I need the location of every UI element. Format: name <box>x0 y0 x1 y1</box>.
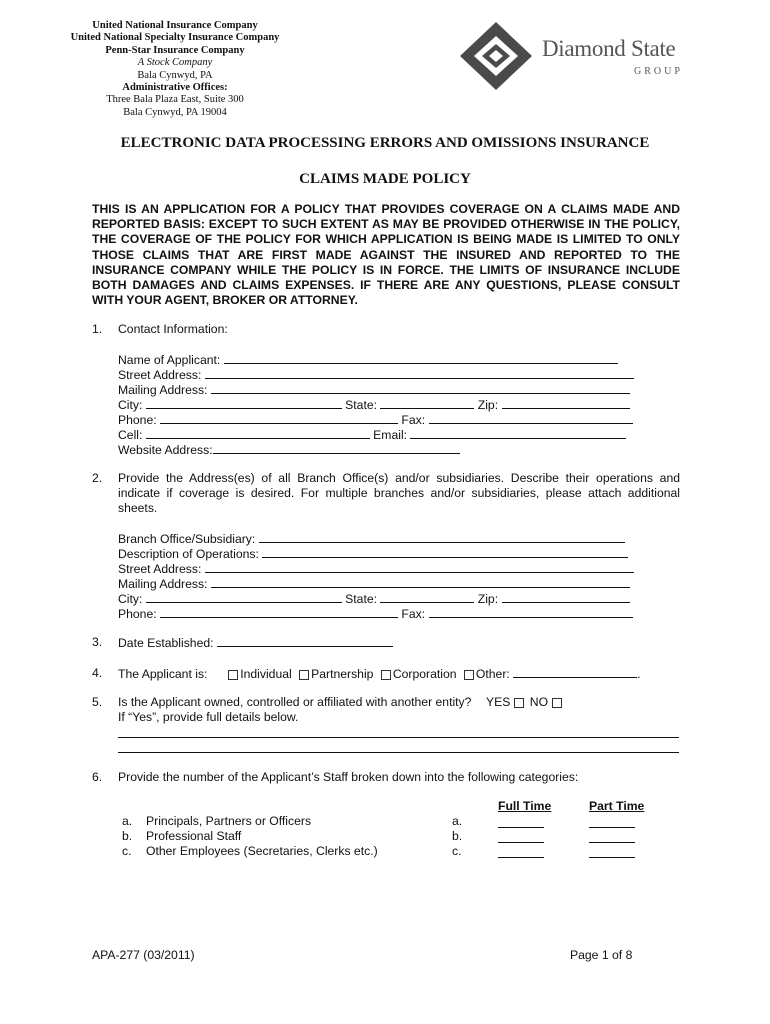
operations-label: Description of Operations: <box>118 547 259 561</box>
section-2-text: Provide the Address(es) of all Branch Office(s) and/or subsidiaries. Describe their operations and indicate if coverage is desired. For multiple branches and/or subsidiaries, please attach additional sheets. <box>118 471 680 516</box>
no-checkbox[interactable] <box>552 698 562 708</box>
branch-street-field[interactable] <box>205 561 634 573</box>
individual-label: Individual <box>240 667 292 681</box>
fax-field[interactable] <box>429 412 633 424</box>
logo-group: GROUP <box>634 66 683 77</box>
state-field[interactable] <box>380 397 474 409</box>
company-name-3: Penn-Star Insurance Company <box>105 44 245 56</box>
state-label: State: <box>345 398 377 412</box>
section-2-number: 2. <box>92 471 103 485</box>
diamond-logo-icon <box>458 20 538 92</box>
section-5-number: 5. <box>92 695 103 709</box>
phone-field[interactable] <box>160 412 398 424</box>
other-checkbox[interactable] <box>464 670 474 680</box>
branch-city-field[interactable] <box>146 591 342 603</box>
full-time-field-a[interactable] <box>498 815 544 828</box>
staff-row-mark: b. <box>452 829 463 843</box>
website-label: Website Address: <box>118 443 213 457</box>
date-established-label: Date Established: <box>118 636 214 650</box>
website-field[interactable] <box>213 442 460 454</box>
city-state-zip-row <box>118 397 630 412</box>
branch-state-label: State: <box>345 592 377 606</box>
office-address: Three Bala Plaza East, Suite 300 <box>106 94 244 106</box>
section-1-number: 1. <box>92 322 103 336</box>
branch-city-row <box>118 591 630 606</box>
yes-checkbox[interactable] <box>514 698 524 708</box>
company-name-1: United National Insurance Company <box>92 20 258 31</box>
branch-zip-label: Zip: <box>477 592 499 606</box>
partnership-label: Partnership <box>311 667 374 681</box>
logo-name: Diamond State <box>542 36 676 61</box>
other-end: . <box>637 667 641 681</box>
branch-label: Branch Office/Subsidiary: <box>118 532 256 546</box>
applicant-name-label: Name of Applicant: <box>118 353 221 367</box>
operations-field[interactable] <box>262 546 628 558</box>
yes-label: YES <box>486 695 511 709</box>
details-line-1[interactable] <box>118 737 679 738</box>
section-4-number: 4. <box>92 666 103 680</box>
document-title: ELECTRONIC DATA PROCESSING ERRORS AND OMISSIONS INSURANCE <box>120 135 650 151</box>
branch-street-row <box>118 561 634 576</box>
diamond-state-logo <box>458 20 688 92</box>
no-label: NO <box>529 695 549 709</box>
company-header <box>70 20 280 119</box>
full-time-field-c[interactable] <box>498 845 544 858</box>
street-address-label: Street Address: <box>118 368 202 382</box>
individual-checkbox[interactable] <box>228 670 238 680</box>
staff-row-mark: c. <box>452 844 462 858</box>
city-label: City: <box>118 398 143 412</box>
email-field[interactable] <box>410 427 626 439</box>
cell-email-row <box>118 427 626 442</box>
branch-phone-field[interactable] <box>160 606 398 618</box>
partnership-checkbox[interactable] <box>299 670 309 680</box>
city-line-1: Bala Cynwyd, PA <box>137 69 213 81</box>
staff-row-label: Principals, Partners or Officers <box>146 814 312 828</box>
applicant-name-row <box>118 352 618 367</box>
full-time-field-b[interactable] <box>498 830 544 843</box>
corporation-checkbox[interactable] <box>381 670 391 680</box>
date-established-row <box>118 635 393 650</box>
branch-phone-row <box>118 606 633 621</box>
staff-row-label: Other Employees (Secretaries, Clerks etc.) <box>146 844 378 858</box>
phone-label: Phone: <box>118 413 157 427</box>
section-1-heading: Contact Information: <box>118 322 228 336</box>
other-label: Other: <box>475 667 510 681</box>
staff-row-letter: a. <box>122 814 133 828</box>
street-address-field[interactable] <box>205 367 634 379</box>
intro-notice: THIS IS AN APPLICATION FOR A POLICY THAT PROVIDES COVERAGE ON A CLAIMS MADE AND REPORTED BASIS: EXCEPT TO SUCH EXTENT AS MAY BE PROVIDED OTHERWISE IN THE POLICY, THE COVERAGE OF THE POLICY FOR WHICH APPLICATION IS BEING MADE IS LIMITED TO ONLY THOSE CLAIMS THAT ARE FIRST MADE AGAINST THE INSURED AND REPORTED TO THE INSURANCE COMPANY WHILE THE POLICY IS IN FORCE. THE LIMITS OF INSURANCE INCLUDE BOTH DAMAGES AND CLAIMS EXPENSES. IF THERE ARE ANY QUESTIONS, PLEASE CONSULT WITH YOUR AGENT, BROKER OR ATTORNEY. <box>92 202 680 308</box>
mailing-address-row <box>118 382 630 397</box>
form-id: APA-277 (03/2011) <box>92 948 195 962</box>
branch-row <box>118 531 625 546</box>
affiliation-row <box>118 695 564 709</box>
applicant-name-field[interactable] <box>224 352 618 364</box>
cell-field[interactable] <box>146 427 370 439</box>
section-3-number: 3. <box>92 635 103 649</box>
section-6-number: 6. <box>92 770 103 784</box>
branch-state-field[interactable] <box>380 591 474 603</box>
city-line-2: Bala Cynwyd, PA 19004 <box>123 106 227 118</box>
stock-company: A Stock Company <box>137 57 213 69</box>
branch-fax-field[interactable] <box>429 606 633 618</box>
street-address-row <box>118 367 634 382</box>
section-6-text: Provide the number of the Applicant’s Staff broken down into the following categories: <box>118 770 579 784</box>
part-time-field-c[interactable] <box>589 845 635 858</box>
branch-city-label: City: <box>118 592 143 606</box>
corporation-label: Corporation <box>392 667 457 681</box>
branch-mailing-field[interactable] <box>211 576 630 588</box>
branch-phone-label: Phone: <box>118 607 157 621</box>
branch-street-label: Street Address: <box>118 562 202 576</box>
details-line-2[interactable] <box>118 752 679 753</box>
part-time-field-a[interactable] <box>589 815 635 828</box>
branch-mailing-label: Mailing Address: <box>118 577 208 591</box>
date-established-field[interactable] <box>217 635 393 647</box>
affiliation-question: Is the Applicant owned, controlled or affiliated with another entity? <box>118 695 472 709</box>
document-subtitle: CLAIMS MADE POLICY <box>299 171 471 187</box>
staff-row-letter: b. <box>122 829 133 843</box>
zip-field[interactable] <box>502 397 630 409</box>
part-time-header: Part Time <box>589 799 645 813</box>
branch-mailing-row <box>118 576 630 591</box>
zip-label: Zip: <box>477 398 499 412</box>
full-time-header: Full Time <box>498 799 552 813</box>
staff-row-mark: a. <box>452 814 463 828</box>
mailing-address-field[interactable] <box>211 382 630 394</box>
email-label: Email: <box>373 428 408 442</box>
website-row <box>118 442 460 457</box>
affiliation-follow-up: If “Yes”, provide full details below. <box>118 710 299 724</box>
fax-label: Fax: <box>401 413 426 427</box>
other-field[interactable] <box>513 666 637 678</box>
applicant-type-label: The Applicant is: <box>118 667 208 681</box>
cell-label: Cell: <box>118 428 143 442</box>
operations-row <box>118 546 628 561</box>
applicant-type-row <box>118 666 641 681</box>
phone-fax-row <box>118 412 633 427</box>
branch-field[interactable] <box>259 531 625 543</box>
city-field[interactable] <box>146 397 342 409</box>
page-number: Page 1 of 8 <box>570 948 633 962</box>
branch-zip-field[interactable] <box>502 591 630 603</box>
branch-fax-label: Fax: <box>401 607 426 621</box>
admin-offices-label: Administrative Offices: <box>122 82 228 94</box>
staff-row-letter: c. <box>122 844 132 858</box>
part-time-field-b[interactable] <box>589 830 635 843</box>
mailing-address-label: Mailing Address: <box>118 383 208 397</box>
company-name-2: United National Specialty Insurance Company <box>70 32 280 44</box>
staff-row-label: Professional Staff <box>146 829 242 843</box>
